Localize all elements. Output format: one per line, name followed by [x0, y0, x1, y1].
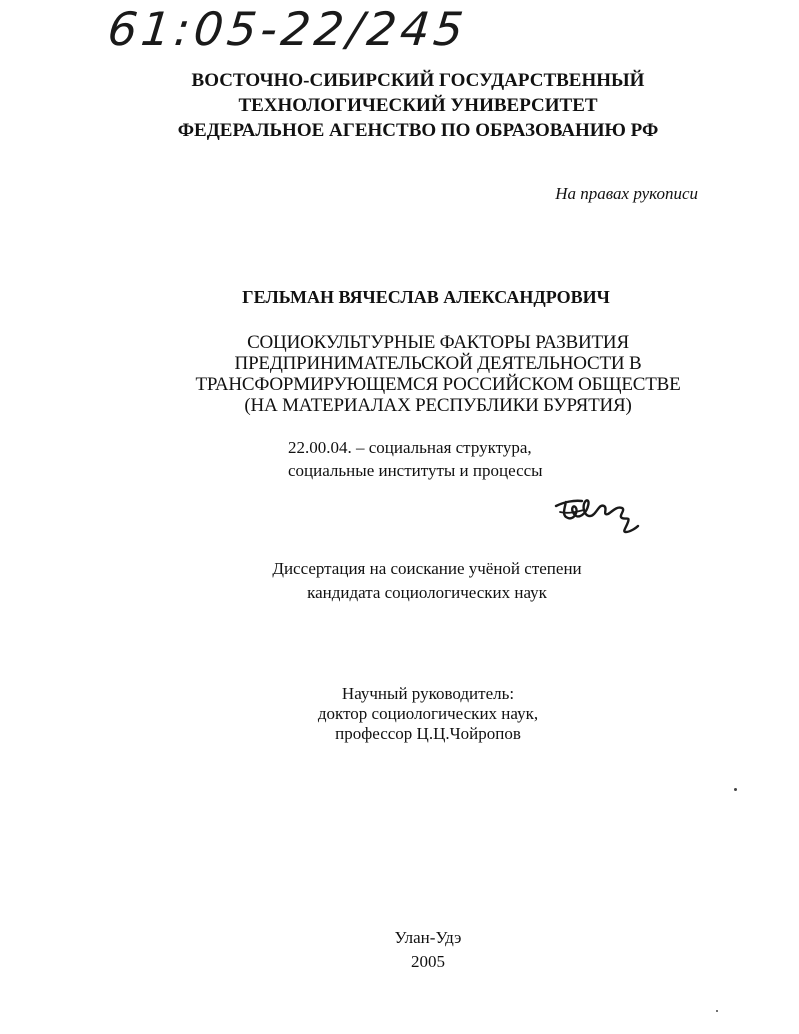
- advisor-name: профессор Ц.Ц.Чойропов: [335, 724, 521, 743]
- advisor-label: Научный руководитель:: [341, 684, 515, 703]
- manuscript-rights-note: На правах рукописи: [555, 184, 698, 203]
- title-line-4: (НА МАТЕРИАЛАХ РЕСПУБЛИКИ БУРЯТИЯ): [244, 395, 632, 416]
- year: 2005: [411, 952, 445, 971]
- specialty-code: [288, 436, 543, 482]
- degree-line-2: кандидата социологических наук: [307, 583, 547, 602]
- scan-speck: [716, 1010, 718, 1012]
- author-name: ГЕЛЬМАН ВЯЧЕСЛАВ АЛЕКСАНДРОВИЧ: [242, 287, 610, 307]
- advisor-degree: доктор социологических наук,: [317, 704, 539, 723]
- title-line-1: СОЦИОКУЛЬТУРНЫЕ ФАКТОРЫ РАЗВИТИЯ: [247, 332, 629, 353]
- title-line-2: ПРЕДПРИНИМАТЕЛЬСКОЙ ДЕЯТЕЛЬНОСТИ В: [234, 353, 642, 374]
- institution-header: [0, 68, 799, 143]
- agency-name: ФЕДЕРАЛЬНОЕ АГЕНСТВО ПО ОБРАЗОВАНИЮ РФ: [177, 120, 659, 141]
- degree-statement: [0, 557, 799, 605]
- signature-icon: [552, 492, 642, 536]
- scientific-advisor: [0, 684, 799, 744]
- dissertation-title: [0, 332, 799, 416]
- university-name-line-2: ТЕХНОЛОГИЧЕСКИЙ УНИВЕРСИТЕТ: [238, 95, 598, 116]
- university-name-line-1: ВОСТОЧНО-СИБИРСКИЙ ГОСУДАРСТВЕННЫЙ: [191, 70, 645, 91]
- specialty-line-1: 22.00.04. – социальная структура,: [288, 438, 532, 457]
- place-and-year: [0, 926, 799, 974]
- handwritten-catalog-number: 61:05-22/245: [105, 2, 470, 56]
- scan-speck: [734, 788, 737, 791]
- degree-line-1: Диссертация на соискание учёной степени: [272, 559, 582, 578]
- title-line-3: ТРАНСФОРМИРУЮЩЕМСЯ РОССИЙСКОМ ОБЩЕСТВЕ: [195, 374, 681, 395]
- specialty-line-2: социальные институты и процессы: [288, 461, 543, 480]
- city-name: Улан-Удэ: [394, 928, 462, 947]
